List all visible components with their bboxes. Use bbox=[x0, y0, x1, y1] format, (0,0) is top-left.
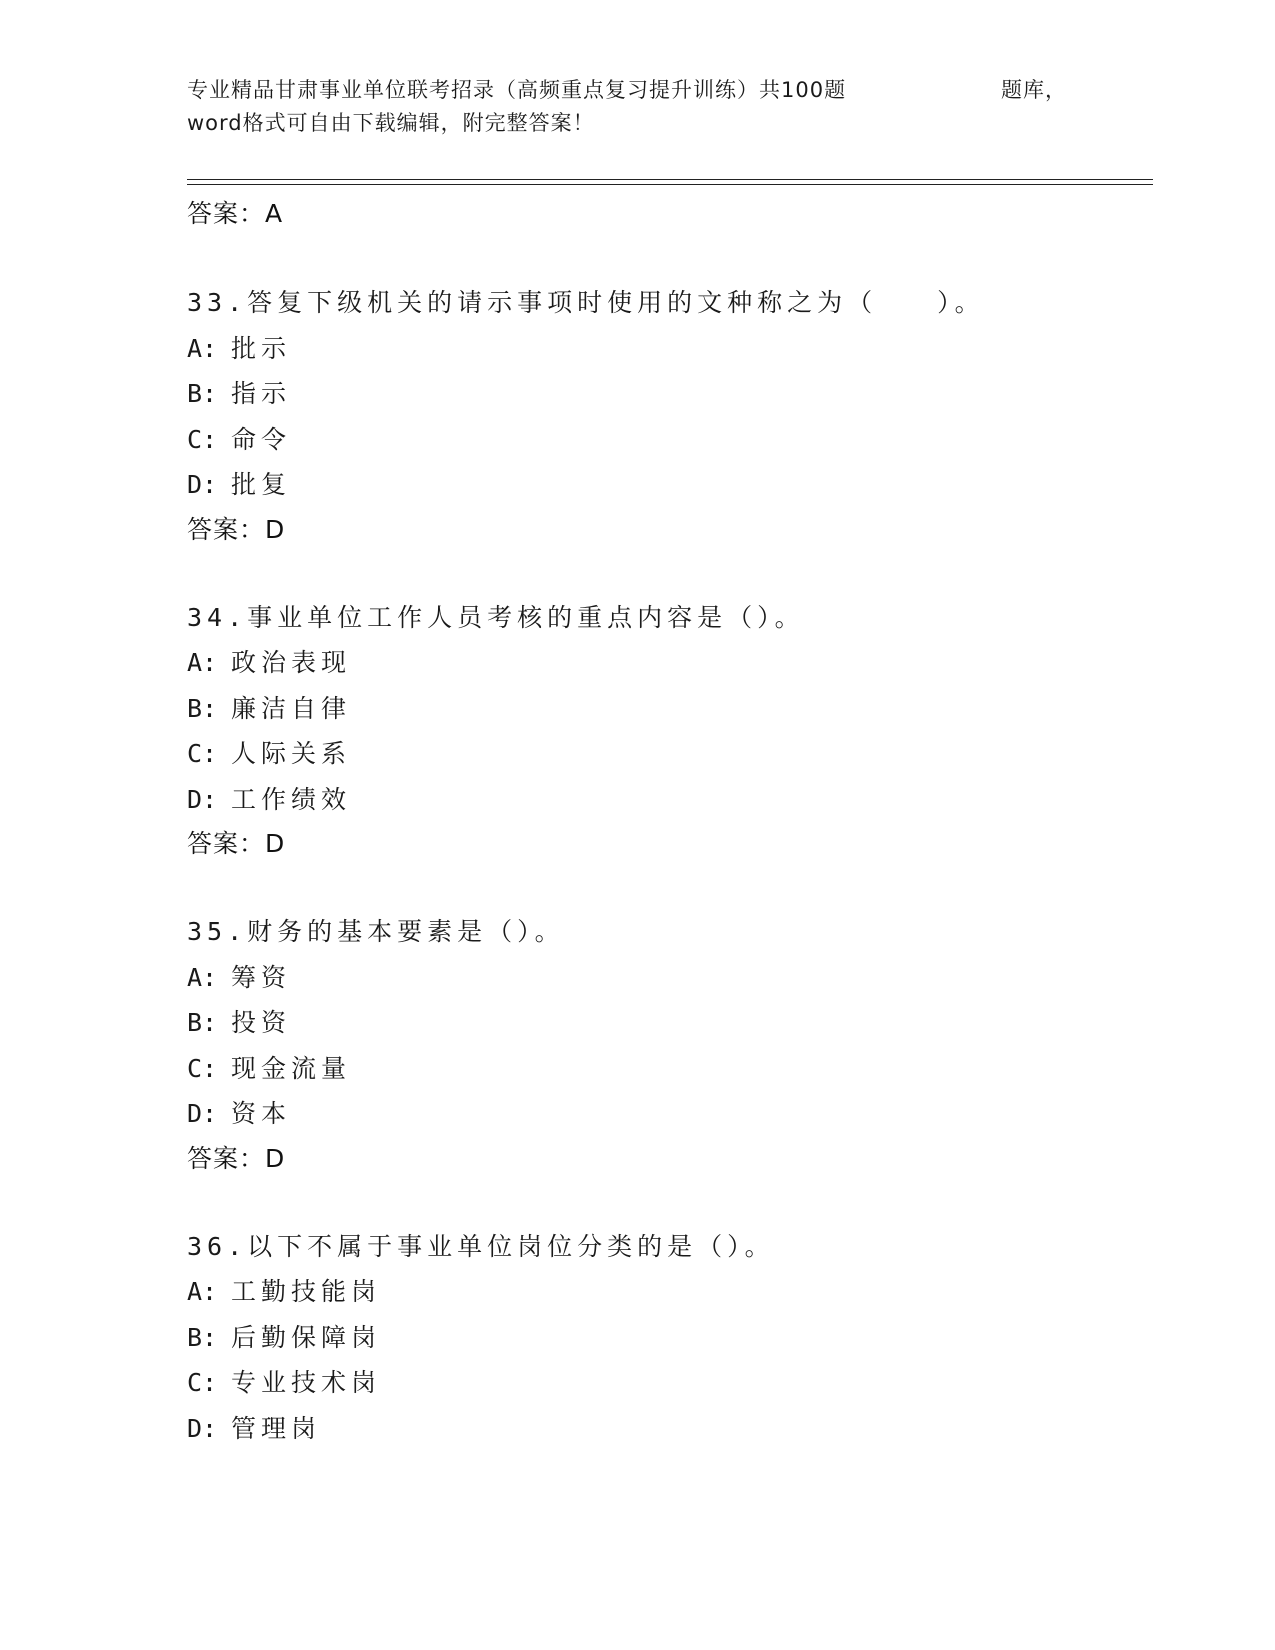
option-letter: A: bbox=[187, 1277, 218, 1306]
option-text: 现金流量 bbox=[231, 1053, 352, 1083]
question-block bbox=[187, 909, 1147, 1181]
option-letter: C: bbox=[187, 739, 218, 768]
answer-line: 答案：A bbox=[187, 199, 284, 228]
answer-option bbox=[187, 371, 1147, 417]
question-list bbox=[187, 280, 1147, 1494]
option-letter: D: bbox=[187, 1099, 218, 1128]
option-text: 筹资 bbox=[231, 962, 292, 992]
answer-option bbox=[187, 1046, 1147, 1092]
option-text: 廉洁自律 bbox=[231, 693, 352, 723]
answer-option bbox=[187, 1406, 1147, 1452]
option-letter: B: bbox=[187, 693, 218, 723]
question-block bbox=[187, 1224, 1147, 1452]
answer-option bbox=[187, 1269, 1147, 1315]
answer-option bbox=[187, 1360, 1147, 1406]
header-title: 专业精品甘肃事业单位联考招录（高频重点复习提升训练）共100题 bbox=[187, 78, 847, 102]
answer-option bbox=[187, 326, 1147, 372]
option-letter: B: bbox=[187, 1322, 218, 1352]
option-letter: B: bbox=[187, 379, 218, 408]
header-line-2: word格式可自由下载编辑，附完整答案！ bbox=[187, 111, 595, 135]
option-letter: C: bbox=[187, 1368, 218, 1397]
answer-option bbox=[187, 777, 1147, 823]
option-letter: A: bbox=[187, 962, 218, 992]
answer-line: 答案：D bbox=[187, 514, 286, 544]
option-text: 批复 bbox=[231, 470, 292, 499]
option-text: 人际关系 bbox=[231, 739, 352, 768]
option-text: 资本 bbox=[231, 1099, 292, 1128]
header-divider-top bbox=[187, 179, 1153, 180]
question-block bbox=[187, 595, 1147, 867]
answer-option bbox=[187, 417, 1147, 463]
answer-line: 答案：D bbox=[187, 829, 286, 858]
question-stem: 34.事业单位工作人员考核的重点内容是（）。 bbox=[187, 602, 805, 632]
answer-option bbox=[187, 1000, 1147, 1046]
answer-option bbox=[187, 955, 1147, 1001]
option-letter: C: bbox=[187, 1053, 218, 1083]
question-stem: 33.答复下级机关的请示事项时使用的文种称之为（ ）。 bbox=[187, 288, 985, 317]
option-text: 政治表现 bbox=[231, 648, 352, 677]
answer-line: 答案：D bbox=[187, 1143, 286, 1173]
option-letter: A: bbox=[187, 648, 218, 677]
option-text: 指示 bbox=[231, 379, 292, 408]
option-letter: A: bbox=[187, 333, 218, 363]
answer-option bbox=[187, 462, 1147, 508]
answer-option bbox=[187, 1315, 1147, 1361]
question-block bbox=[187, 280, 1147, 552]
option-letter: D: bbox=[187, 784, 218, 814]
option-text: 后勤保障岗 bbox=[231, 1322, 382, 1352]
option-letter: C: bbox=[187, 424, 218, 454]
option-letter: B: bbox=[187, 1008, 218, 1037]
option-text: 工勤技能岗 bbox=[231, 1277, 382, 1306]
option-text: 工作绩效 bbox=[231, 784, 352, 814]
answer-option bbox=[187, 686, 1147, 732]
option-text: 批示 bbox=[231, 333, 292, 363]
document-header bbox=[187, 74, 1067, 140]
option-letter: D: bbox=[187, 1413, 218, 1443]
option-text: 命令 bbox=[231, 424, 292, 454]
option-text: 专业技术岗 bbox=[231, 1368, 382, 1397]
question-stem: 35.财务的基本要素是（）。 bbox=[187, 917, 565, 946]
question-stem: 36.以下不属于事业单位岗位分类的是（）。 bbox=[187, 1231, 775, 1261]
option-text: 投资 bbox=[231, 1008, 292, 1037]
answer-option bbox=[187, 1091, 1147, 1137]
header-line-1 bbox=[187, 74, 1067, 107]
header-title-suffix: 题库， bbox=[1001, 78, 1067, 102]
option-letter: D: bbox=[187, 470, 218, 499]
answer-option bbox=[187, 640, 1147, 686]
option-text: 管理岗 bbox=[231, 1413, 322, 1443]
header-divider-bottom bbox=[187, 184, 1153, 185]
answer-option bbox=[187, 731, 1147, 777]
